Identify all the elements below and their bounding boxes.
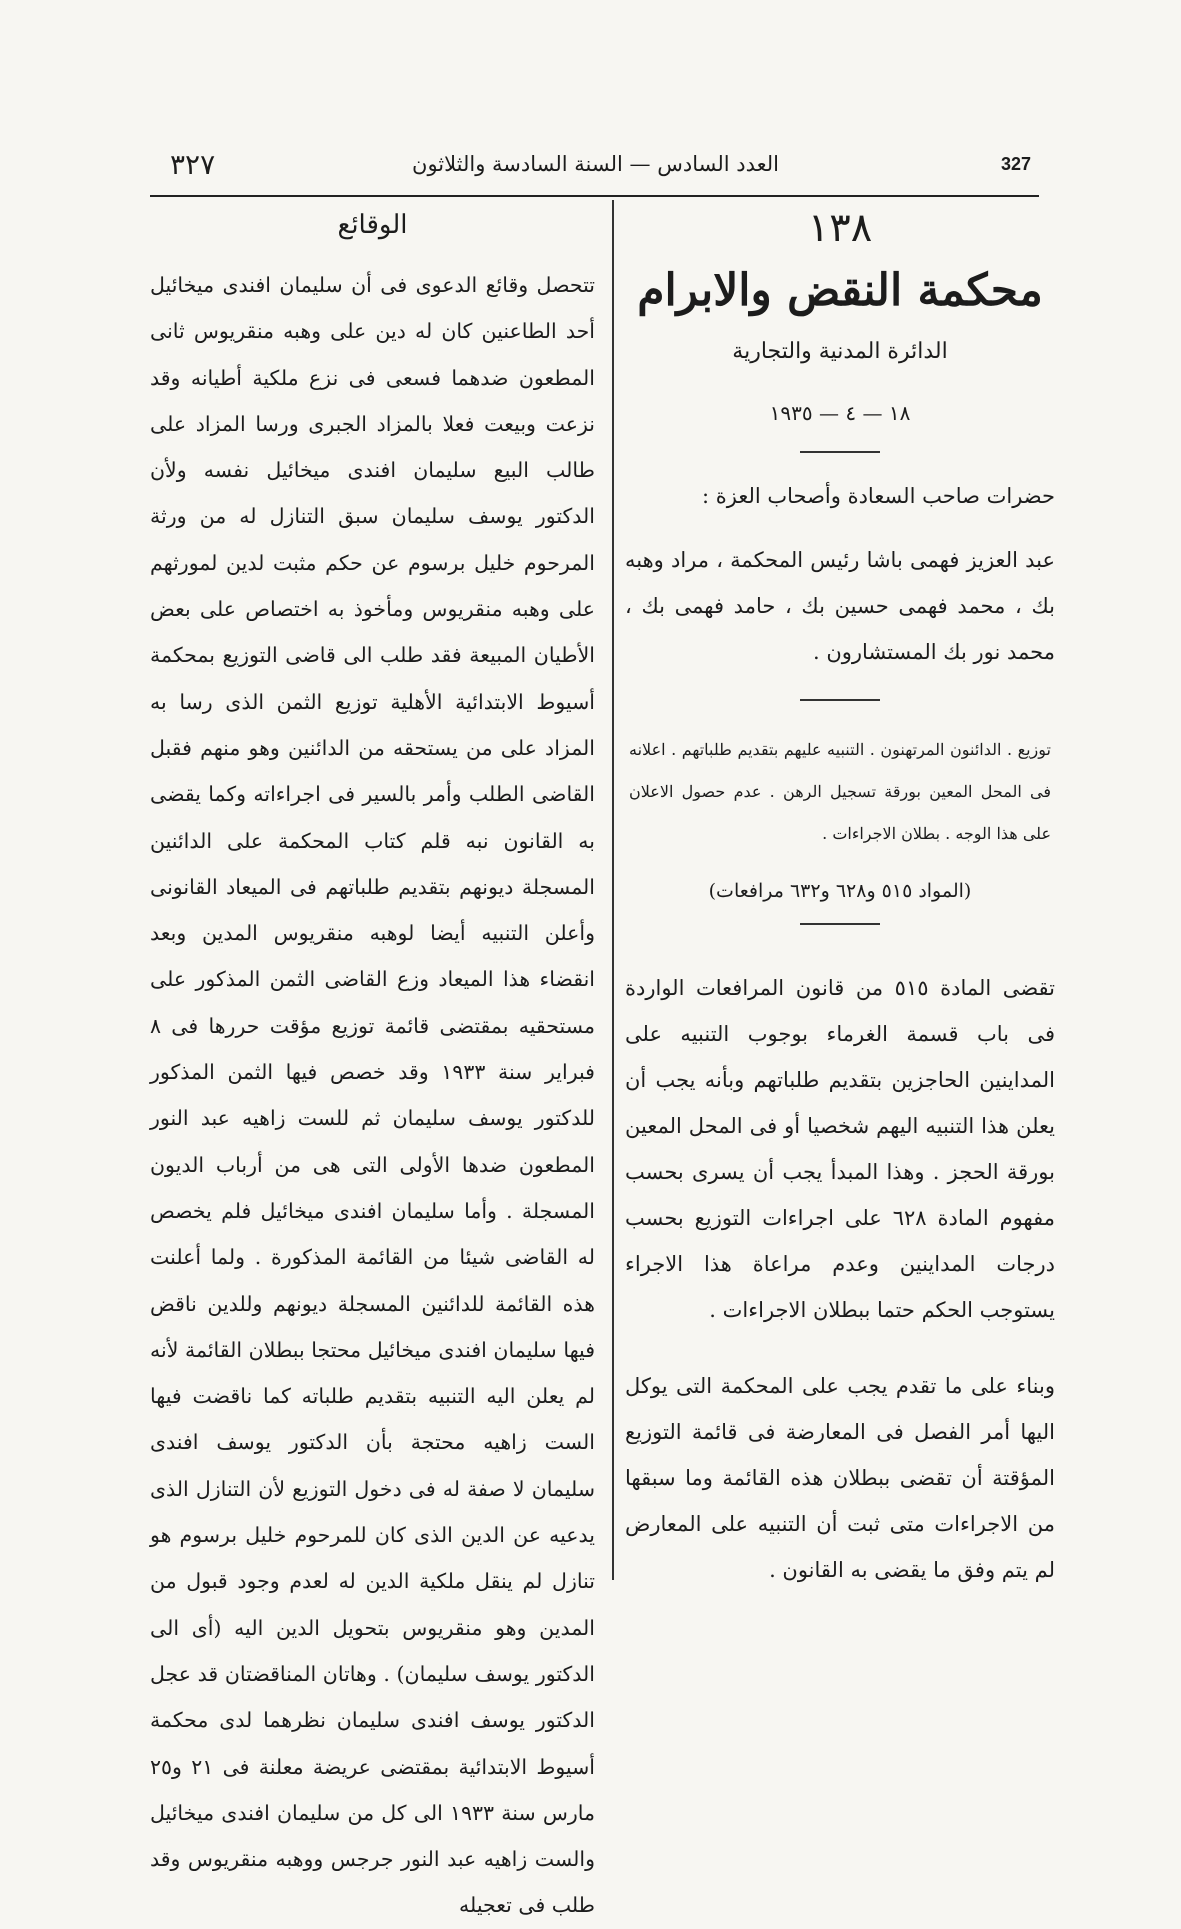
legal-principle-1: تقضى المادة ٥١٥ من قانون المرافعات الواردة فى باب قسمة الغرماء بوجوب التنبيه على المداينين الحاجزين بتقديم طلباتهم وبأنه يجب أن يعلن هذا التنبيه اليهم شخصيا أو فى المحل المعين بورقة الحجز . وهذا المبدأ يجب أن يسرى بحسب مفهوم المادة ٦٢٨ على اجراءات التوزيع بحسب درجات المداينين وعدم مراعاة هذا الاجراء يستوجب الحكم حتما ببطلان الاجراءات . xyxy=(625,976,1055,1322)
page-header xyxy=(150,148,1041,190)
case-summary: توزيع . الدائنون المرتهنون . التنبيه عليهم بتقديم طلباتهم . اعلانه فى المحل المعين بورقة تسجيل الرهن . عدم حصول الاعلان على هذا الوجه . بطلان الاجراءات . xyxy=(629,740,1051,843)
header-rule xyxy=(150,195,1039,197)
short-rule xyxy=(800,699,880,701)
judges-list: عبد العزيز فهمى باشا رئيس المحكمة ، مراد وهبه بك ، محمد فهمى حسين بك ، حامد فهمى بك ، محمد نور بك المستشارون . xyxy=(625,548,1055,664)
facts-body: تتحصل وقائع الدعوى فى أن سليمان افندى ميخائيل أحد الطاعنين كان له دين على وهبه منقريوس ثانى المطعون ضدهما فسعى فى نزع ملكية أطيانه وقد نزعت وبيعت فعلا بالمزاد الجبرى ورسا المزاد على طالب البيع سليمان افندى ميخائيل نفسه ولأن الدكتور يوسف سليمان سبق التنازل له من ورثة المرحوم خليل برسوم عن حكم مثبت لدين لمورثهم على وهبه منقريوس ومأخوذ به اختصاص على بعض الأطيان المبيعة فقد طلب الى قاضى التوزيع بمحكمة أسيوط الابتدائية الأهلية توزيع الثمن الذى رسا به المزاد على من يستحقه من الدائنين وهو منهم فقبل القاضى الطلب وأمر بالسير فى اجراءاته وكما يقضى به القانون نبه قلم كتاب المحكمة على الدائنين المسجلة ديونهم بتقديم طلباتهم فى الميعاد القانونى وأعلن التنبيه أيضا لوهبه منقريوس المدين وبعد انقضاء هذا الميعاد وزع القاضى الثمن المذكور على مستحقيه بمقتضى قائمة توزيع مؤقت حررها فى ٨ فبراير سنة ١٩٣٣ وقد خصص فيها الثمن المذكور للدكتور يوسف سليمان ثم للست زاهيه عبد النور المطعون ضدها الأولى التى هى من أرباب الديون المسجلة . وأما سليمان افندى ميخائيل فلم يخصص له القاضى شيئا من القائمة المذكورة . ولما أعلنت هذه القائمة للدائنين المسجلة ديونهم وللدين ناقض فيها سليمان افندى ميخائيل محتجا ببطلان القائمة لأنه لم يعلن اليه التنبيه بتقديم طلباته كما ناقضت فيها الست زاهيه محتجة بأن الدكتور يوسف افندى سليمان لا صفة له فى دخول التوزيع لأن التنازل الذى يدعيه عن الدين الذى كان للمرحوم خليل برسوم هو تنازل لم ينقل ملكية الدين له لعدم وجود قبول من المدين وهو منقريوس بتحويل الدين اليه (أى الى الدكتور يوسف سليمان) . وهاتان المناقضتان قد عجل الدكتور يوسف افندى سليمان نظرهما لدى محكمة أسيوط الابتدائية بمقتضى عريضة معلنة فى ٢١ و٢٥ مارس سنة ١٩٣٣ الى كل من سليمان افندى ميخائيل والست زاهيه عبد النور جرجس ووهبه منقريوس وقد طلب فى تعجيله xyxy=(150,273,595,1918)
judgment-date: ١٨ — ٤ — ١٩٣٥ xyxy=(769,401,911,425)
left-column xyxy=(150,210,595,1929)
legal-principle-2: وبناء على ما تقدم يجب على المحكمة التى يوكل اليها أمر الفصل فى المعارضة فى قائمة التوزيع المؤقتة أن تقضى ببطلان هذه القائمة وما سبقها من الاجراءات متى ثبت أن التنبيه على المعارض لم يتم وفق ما يقضى به القانون . xyxy=(625,1374,1055,1582)
column-divider xyxy=(612,200,614,1580)
case-number: ١٣٨ xyxy=(807,205,873,251)
page-number-arabic: ٣٢٧ xyxy=(170,148,216,181)
court-name: محكمة النقض والابرام xyxy=(637,265,1043,316)
right-column xyxy=(625,200,1055,1593)
page-number: 327 xyxy=(1000,154,1031,174)
circuit-name: الدائرة المدنية والتجارية xyxy=(732,339,948,364)
attendance-intro: حضرات صاحب السعادة وأصحاب العزة : xyxy=(701,484,1055,508)
short-rule xyxy=(800,923,880,925)
cited-articles: (المواد ٥١٥ و٦٢٨ و٦٣٢ مرافعات) xyxy=(708,880,972,902)
facts-heading: الوقائع xyxy=(337,210,408,240)
running-title: العدد السادس — السنة السادسة والثلاثون xyxy=(412,152,779,176)
short-rule xyxy=(800,451,880,453)
